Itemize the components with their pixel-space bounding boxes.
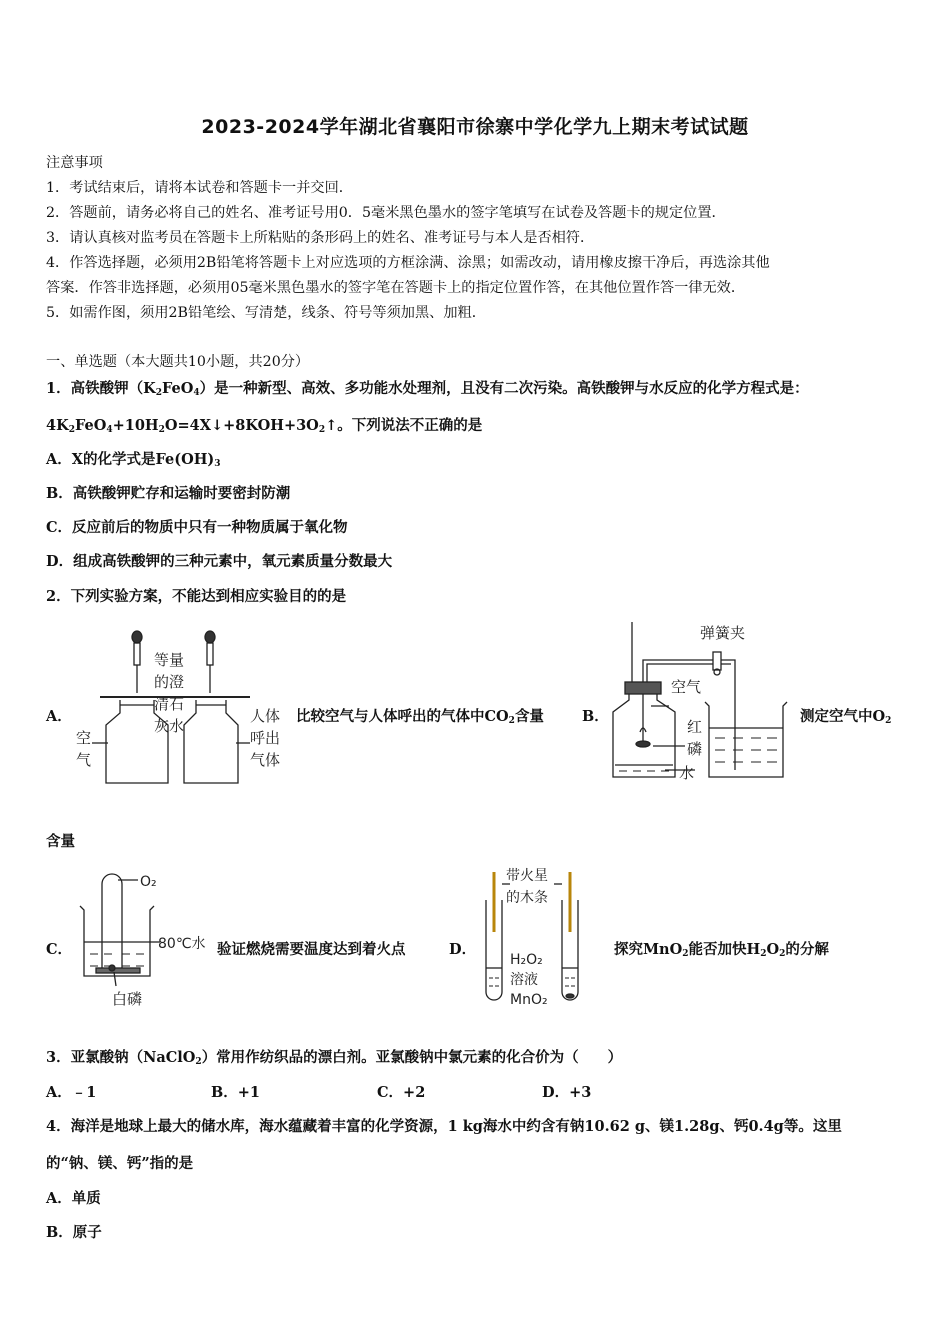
fig-a-label: 人体 bbox=[250, 707, 281, 725]
notice-item: 3．请认真核对监考员在答题卡上所粘贴的条形码上的姓名、准考证号与本人是否相符． bbox=[46, 230, 595, 246]
fig-c-label: 白磷 bbox=[112, 990, 143, 1008]
fig-d-label: 的木条 bbox=[506, 890, 548, 906]
q2-figure-c bbox=[74, 868, 219, 1013]
fig-d-label: MnO₂ bbox=[510, 992, 548, 1008]
section-heading: 一、单选题（本大题共10小题，共20分） bbox=[46, 354, 310, 370]
notice-item: 答案．作答非选择题，必须用05毫米黑色墨水的签字笔在答题卡上的指定位置作答，在其他位置作答一律无效． bbox=[46, 280, 746, 296]
q4-option-b: B．原子 bbox=[46, 1224, 102, 1241]
fig-a-label: 灰水 bbox=[154, 717, 185, 735]
q4-option-a: A．单质 bbox=[46, 1190, 101, 1207]
q2-figure-b bbox=[605, 620, 795, 785]
q2-option-b-text-cont: 含量 bbox=[46, 833, 75, 850]
fig-b-label: 空气 bbox=[671, 678, 702, 696]
q2-option-b-letter: B． bbox=[582, 708, 609, 725]
q2-figure-d bbox=[470, 860, 590, 1010]
notice-item: 5．如需作图，须用2B铅笔绘、写清楚，线条、符号等须加黑、加粗． bbox=[46, 305, 486, 321]
q2-option-c-text: 验证燃烧需要温度达到着火点 bbox=[217, 941, 406, 958]
q3-option-a: A．﹣1 bbox=[46, 1084, 97, 1101]
fig-c-label: O₂ bbox=[140, 874, 157, 890]
q1-option-c: C．反应前后的物质中只有一种物质属于氧化物 bbox=[46, 519, 348, 536]
fig-c-label: 80℃水 bbox=[158, 936, 206, 952]
q1-option-b: B．高铁酸钾贮存和运输时要密封防潮 bbox=[46, 485, 291, 502]
q3-stem: 3．亚氯酸钠（NaClO$_2$）常用作纺织品的漂白剂。亚氯酸钠中氯元素的化合价为（ ） bbox=[46, 1049, 623, 1067]
fig-b-label: 磷 bbox=[687, 740, 703, 758]
q2-option-a-text: 比较空气与人体呼出的气体中$CO_2$含量 bbox=[296, 708, 544, 726]
notice-item: 2．答题前，请务必将自己的姓名、准考证号用0．5毫米黑色墨水的签字笔填写在试卷及答题卡的规定位置． bbox=[46, 205, 726, 221]
q1-option-a: A．X的化学式是$Fe(OH)_3$ bbox=[46, 451, 221, 469]
q3-option-d: D．+3 bbox=[542, 1084, 592, 1101]
q2-figure-a bbox=[70, 625, 295, 790]
q2-option-d-letter: D． bbox=[449, 941, 477, 958]
q2-stem: 2．下列实验方案，不能达到相应实验目的的是 bbox=[46, 588, 347, 605]
q1-option-d: D．组成高铁酸钾的三种元素中，氧元素质量分数最大 bbox=[46, 553, 393, 570]
q2-option-c-letter: C． bbox=[46, 941, 73, 958]
fig-a-label: 的澄 bbox=[154, 673, 185, 691]
q1-stem: 1．高铁酸钾$(K_2FeO_4)$是一种新型、高效、多功能水处理剂，且没有二次污染。高铁酸钾与水反应的化学方程式是： bbox=[46, 380, 809, 398]
fig-d-label: 带火星 bbox=[506, 868, 548, 884]
fig-a-label: 空 bbox=[76, 729, 92, 747]
fig-b-label: 弹簧夹 bbox=[700, 624, 746, 642]
fig-b-label: 水 bbox=[679, 764, 695, 782]
q2-option-d-text: 探究MnO$_2$能否加快$H_2O_2$的分解 bbox=[614, 941, 829, 959]
fig-d-label: 溶液 bbox=[510, 972, 538, 988]
q1-equation: $4K_2FeO_4+10H_2O=4X↓+8KOH+3O_2↑$。下列说法不正确的是 bbox=[46, 417, 483, 435]
fig-a-label: 呼出 bbox=[250, 729, 281, 747]
q3-option-c: C．+2 bbox=[377, 1084, 426, 1101]
fig-a-label: 等量 bbox=[154, 651, 185, 669]
fig-a-label: 气 bbox=[76, 751, 92, 769]
q4-stem-line2: 的“钠、镁、钙”指的是 bbox=[46, 1155, 194, 1172]
q4-stem-line1: 4．海洋是地球上最大的储水库，海水蕴藏着丰富的化学资源，1 kg海水中约含有钠10.62 g、镁1.28g、钙0.4g等。这里 bbox=[46, 1118, 842, 1135]
fig-d-label: H₂O₂ bbox=[510, 952, 543, 968]
fig-b-label: 红 bbox=[687, 718, 703, 736]
page-title: 2023-2024学年湖北省襄阳市徐寨中学化学九上期末考试试题 bbox=[201, 116, 749, 138]
notice-item: 4．作答选择题，必须用2B铅笔将答题卡上对应选项的方框涂满、涂黑；如需改动，请用橡皮擦干净后，再选涂其他 bbox=[46, 255, 770, 271]
q2-option-b-text: 测定空气中$O_2$ bbox=[800, 708, 892, 726]
q3-option-b: B．+1 bbox=[211, 1084, 260, 1101]
notice-heading: 注意事项 bbox=[46, 155, 103, 171]
q2-option-a-letter: A． bbox=[46, 708, 72, 725]
fig-a-label: 清石 bbox=[154, 695, 185, 713]
fig-a-label: 气体 bbox=[250, 751, 281, 769]
notice-item: 1．考试结束后，请将本试卷和答题卡一并交回． bbox=[46, 180, 353, 196]
